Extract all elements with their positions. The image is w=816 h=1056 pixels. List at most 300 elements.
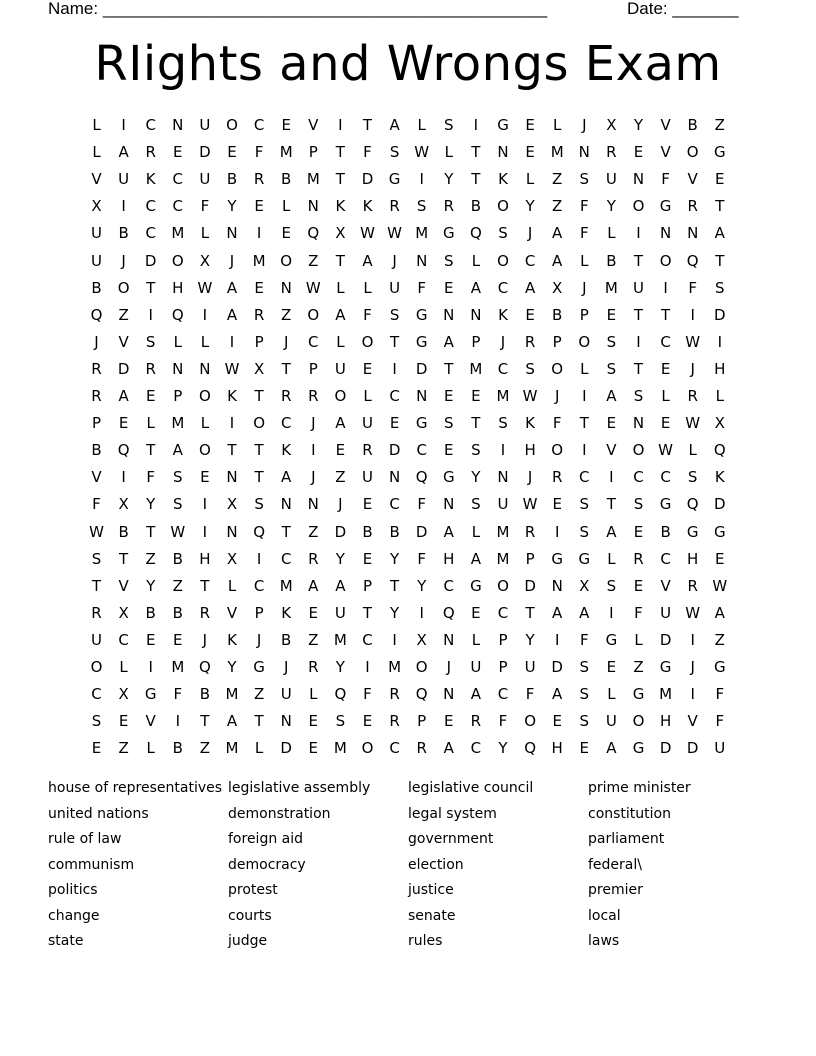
grid-letter: I: [609, 603, 614, 622]
grid-letter: X: [118, 495, 129, 514]
grid-letter: Y: [390, 549, 400, 568]
grid-letter: P: [498, 630, 508, 649]
grid-letter: T: [227, 441, 237, 460]
grid-letter: R: [687, 387, 698, 405]
grid-letter: J: [582, 116, 587, 134]
grid-letter: Z: [308, 522, 319, 541]
grid-letter: G: [144, 685, 157, 704]
grid-letter: S: [579, 658, 590, 676]
grid-letter: Y: [606, 197, 616, 216]
date-label: Date:: [627, 0, 668, 18]
grid-letter: G: [551, 549, 563, 568]
grid-letter: D: [551, 658, 563, 676]
grid-letter: J: [446, 658, 452, 676]
grid-letter: M: [659, 685, 673, 704]
grid-letter: H: [524, 441, 536, 460]
grid-letter: D: [415, 522, 428, 541]
word-list-item: premier: [588, 882, 643, 898]
grid-letter: G: [686, 522, 699, 541]
grid-letter: H: [659, 712, 672, 731]
word-list-item: rules: [408, 933, 443, 949]
grid-letter: Y: [498, 739, 508, 758]
grid-letter: U: [714, 739, 726, 758]
grid-letter: J: [690, 359, 695, 378]
grid-letter: R: [470, 712, 482, 731]
grid-letter: V: [687, 170, 698, 189]
word-list-item: parliament: [588, 831, 665, 847]
grid-letter: N: [172, 359, 184, 378]
grid-letter: S: [173, 495, 183, 514]
grid-letter: Z: [281, 305, 292, 324]
grid-letter: X: [714, 414, 725, 433]
grid-letter: E: [525, 143, 535, 162]
grid-letter: B: [172, 603, 183, 622]
grid-letter: E: [444, 278, 454, 297]
grid-letter: N: [388, 468, 401, 487]
grid-letter: J: [500, 332, 506, 351]
grid-letter: D: [280, 739, 292, 758]
grid-letter: G: [713, 658, 726, 676]
grid-letter: L: [146, 414, 155, 433]
grid-letter: D: [714, 305, 726, 324]
grid-letter: U: [605, 170, 617, 189]
grid-letter: T: [91, 576, 102, 595]
grid-letter: L: [92, 116, 101, 134]
word-list-item: house of representatives: [48, 780, 223, 796]
grid-letter: E: [552, 712, 562, 731]
word-list-column: [48, 776, 228, 955]
grid-letter: K: [145, 170, 156, 189]
grid-letter: X: [226, 495, 238, 514]
grid-letter: E: [606, 658, 617, 676]
grid-letter: N: [280, 495, 292, 514]
grid-letter: P: [471, 332, 481, 351]
grid-letter: T: [715, 197, 725, 216]
word-list-item: united nations: [48, 805, 149, 822]
grid-letter: R: [308, 387, 319, 405]
grid-letter: U: [199, 116, 211, 134]
grid-letter: H: [172, 278, 184, 297]
grid-letter: A: [714, 603, 725, 622]
grid-letter: T: [471, 143, 481, 162]
grid-letter: E: [281, 116, 291, 134]
grid-letter: S: [335, 712, 346, 731]
grid-letter: O: [632, 712, 645, 731]
grid-letter: Q: [713, 441, 726, 460]
grid-letter: T: [661, 305, 671, 324]
grid-letter: B: [145, 603, 156, 622]
grid-letter: S: [525, 359, 535, 378]
grid-letter: X: [118, 603, 129, 622]
grid-letter: S: [606, 332, 617, 351]
grid-letter: V: [118, 576, 129, 595]
grid-letter: Y: [227, 658, 237, 676]
grid-letter: U: [91, 251, 102, 270]
grid-letter: F: [363, 685, 372, 704]
word-list-item: constitution: [588, 805, 671, 822]
grid-letter: F: [173, 685, 183, 704]
grid-letter: S: [606, 576, 617, 595]
grid-letter: W: [305, 278, 321, 297]
grid-letter: E: [227, 143, 237, 162]
grid-letter: G: [713, 143, 726, 162]
grid-letter: N: [416, 387, 428, 405]
grid-letter: A: [606, 387, 617, 405]
grid-letter: I: [338, 116, 343, 134]
grid-letter: L: [200, 332, 210, 351]
grid-letter: C: [91, 685, 102, 704]
grid-letter: M: [415, 224, 429, 243]
grid-letter: G: [415, 332, 428, 351]
grid-letter: E: [362, 549, 373, 568]
grid-letter: O: [361, 739, 374, 758]
word-list-item: election: [408, 856, 464, 873]
grid-letter: I: [690, 630, 695, 649]
grid-letter: U: [334, 359, 346, 378]
grid-letter: T: [335, 251, 345, 270]
grid-letter: O: [497, 251, 509, 270]
word-list-item: legal system: [408, 805, 497, 822]
grid-letter: U: [362, 414, 373, 433]
grid-letter: E: [308, 603, 319, 622]
grid-letter: U: [91, 224, 102, 243]
grid-letter: B: [389, 522, 400, 541]
grid-letter: H: [199, 549, 211, 568]
grid-letter: A: [118, 143, 129, 162]
grid-letter: R: [308, 549, 319, 568]
grid-letter: N: [307, 197, 319, 216]
grid-letter: E: [145, 630, 156, 649]
grid-letter: I: [636, 332, 641, 351]
grid-letter: Z: [172, 576, 183, 595]
grid-letter: R: [524, 332, 536, 351]
grid-letter: O: [551, 441, 564, 460]
grid-letter: B: [660, 522, 671, 541]
grid-letter: T: [362, 603, 373, 622]
grid-letter: W: [360, 224, 375, 243]
grid-letter: K: [362, 197, 373, 216]
grid-letter: Z: [199, 739, 211, 758]
grid-letter: P: [417, 712, 427, 731]
grid-letter: H: [687, 549, 699, 568]
grid-letter: G: [659, 197, 672, 216]
grid-letter: N: [632, 170, 645, 189]
grid-letter: L: [444, 143, 453, 162]
grid-letter: N: [307, 495, 319, 514]
grid-letter: B: [118, 224, 129, 243]
grid-letter: M: [604, 278, 618, 297]
grid-letter: C: [497, 685, 509, 704]
grid-letter: A: [226, 712, 238, 731]
grid-letter: X: [579, 576, 590, 595]
grid-letter: Q: [686, 495, 699, 514]
grid-letter: Q: [90, 305, 103, 324]
grid-letter: I: [121, 116, 126, 134]
grid-letter: L: [227, 576, 237, 595]
grid-letter: R: [91, 603, 102, 622]
grid-letter: N: [659, 224, 672, 243]
grid-letter: I: [202, 305, 208, 324]
grid-letter: Z: [714, 630, 725, 649]
grid-letter: U: [605, 712, 617, 731]
grid-letter: T: [362, 116, 373, 134]
grid-letter: F: [688, 278, 697, 297]
grid-letter: W: [170, 522, 186, 541]
grid-letter: R: [91, 359, 102, 378]
grid-letter: N: [199, 359, 211, 378]
grid-letter: S: [471, 495, 481, 514]
grid-letter: I: [663, 278, 668, 297]
grid-letter: M: [171, 224, 185, 243]
grid-letter: O: [578, 332, 591, 351]
grid-letter: Z: [552, 170, 563, 189]
grid-letter: O: [334, 387, 347, 405]
grid-letter: L: [661, 387, 670, 405]
grid-letter: F: [579, 630, 589, 649]
grid-letter: A: [443, 522, 454, 541]
grid-letter: F: [92, 495, 101, 514]
grid-letter: A: [552, 603, 563, 622]
grid-letter: N: [226, 224, 238, 243]
grid-letter: J: [202, 630, 208, 649]
grid-letter: Z: [308, 630, 319, 649]
word-list-column: [228, 776, 408, 955]
grid-letter: Y: [471, 468, 481, 487]
grid-letter: Q: [307, 224, 320, 243]
grid-letter: S: [444, 116, 454, 134]
word-list-item: state: [48, 933, 84, 949]
grid-letter: B: [172, 549, 183, 568]
grid-letter: U: [660, 603, 672, 622]
grid-letter: C: [497, 603, 509, 622]
grid-letter: G: [632, 739, 645, 758]
grid-letter: N: [226, 522, 238, 541]
grid-letter: Z: [633, 658, 644, 676]
grid-letter: C: [470, 739, 482, 758]
grid-letter: T: [146, 278, 156, 297]
grid-letter: O: [659, 251, 672, 270]
grid-letter: Q: [524, 739, 536, 758]
grid-letter: O: [198, 441, 211, 460]
word-list-item: judge: [228, 933, 268, 949]
grid-letter: F: [417, 495, 426, 514]
grid-letter: W: [685, 414, 701, 433]
grid-letter: C: [389, 495, 400, 514]
word-list-item: prime minister: [588, 780, 691, 796]
grid-letter: M: [171, 658, 185, 676]
grid-letter: E: [660, 414, 671, 433]
grid-letter: Y: [335, 549, 345, 568]
grid-letter: T: [525, 603, 535, 622]
grid-letter: R: [389, 712, 400, 731]
grid-letter: L: [634, 630, 643, 649]
grid-letter: D: [361, 170, 374, 189]
grid-letter: E: [633, 576, 644, 595]
grid-letter: T: [254, 441, 264, 460]
grid-letter: C: [389, 739, 400, 758]
grid-letter: E: [335, 441, 346, 460]
grid-letter: V: [91, 468, 102, 487]
grid-letter: V: [660, 143, 671, 162]
grid-letter: E: [444, 387, 454, 405]
grid-letter: R: [687, 197, 698, 216]
grid-letter: O: [226, 116, 238, 134]
grid-letter: R: [633, 549, 644, 568]
grid-letter: R: [253, 305, 265, 324]
grid-letter: K: [498, 170, 508, 189]
grid-letter: E: [525, 305, 535, 324]
grid-letter: N: [443, 630, 455, 649]
grid-letter: T: [281, 522, 291, 541]
grid-letter: I: [690, 685, 695, 704]
grid-letter: A: [172, 441, 183, 460]
grid-letter: A: [470, 549, 482, 568]
grid-letter: S: [471, 441, 481, 460]
grid-letter: L: [471, 251, 481, 270]
grid-letter: L: [309, 685, 318, 704]
grid-letter: I: [202, 522, 208, 541]
grid-letter: Y: [335, 658, 345, 676]
grid-letter: G: [442, 468, 455, 487]
grid-letter: U: [633, 278, 644, 297]
grid-letter: T: [633, 359, 644, 378]
grid-letter: T: [146, 522, 156, 541]
grid-letter: W: [522, 387, 538, 405]
word-list-item: courts: [228, 907, 272, 924]
grid-letter: A: [389, 116, 400, 134]
word-list: [48, 776, 768, 956]
grid-letter: C: [145, 224, 156, 243]
grid-letter: X: [226, 549, 238, 568]
grid-letter: Y: [146, 576, 156, 595]
grid-letter: N: [687, 224, 699, 243]
grid-letter: S: [389, 305, 400, 324]
grid-letter: B: [199, 685, 211, 704]
grid-letter: Y: [390, 603, 400, 622]
grid-letter: G: [605, 630, 618, 649]
grid-letter: Z: [118, 305, 129, 324]
word-list-item: local: [588, 907, 621, 924]
grid-letter: L: [363, 278, 372, 297]
name-line: _______________________________________________: [102, 0, 548, 18]
grid-letter: D: [199, 143, 211, 162]
grid-letter: P: [173, 387, 183, 405]
grid-letter: E: [444, 712, 454, 731]
grid-letter: E: [362, 359, 373, 378]
grid-letter: I: [175, 712, 181, 731]
grid-letter: R: [280, 387, 292, 405]
grid-letter: W: [685, 603, 701, 622]
grid-letter: X: [416, 630, 427, 649]
grid-letter: E: [606, 414, 617, 433]
grid-letter: J: [338, 495, 343, 514]
word-list-item: legislative council: [408, 780, 534, 796]
grid-letter: L: [525, 170, 535, 189]
grid-letter: E: [552, 495, 562, 514]
grid-letter: U: [280, 685, 292, 704]
grid-letter: J: [690, 658, 695, 676]
grid-letter: B: [118, 522, 129, 541]
grid-letter: S: [254, 495, 264, 514]
grid-letter: S: [173, 468, 183, 487]
grid-letter: K: [281, 441, 292, 460]
grid-letter: B: [470, 197, 482, 216]
grid-letter: N: [443, 305, 455, 324]
grid-letter: R: [416, 739, 427, 758]
grid-letter: G: [415, 414, 428, 433]
grid-letter: N: [280, 278, 292, 297]
grid-letter: J: [392, 251, 397, 270]
word-list-item: politics: [48, 882, 98, 898]
grid-letter: O: [90, 658, 103, 676]
grid-letter: T: [633, 251, 644, 270]
grid-letter: I: [636, 224, 641, 243]
grid-letter: M: [333, 739, 347, 758]
grid-letter: E: [715, 170, 725, 189]
grid-letter: O: [524, 712, 536, 731]
grid-letter: V: [687, 712, 698, 731]
grid-letter: U: [334, 603, 346, 622]
word-list-item: change: [48, 907, 100, 924]
grid-letter: S: [606, 359, 617, 378]
grid-letter: E: [362, 495, 373, 514]
grid-letter: F: [525, 685, 535, 704]
grid-letter: A: [552, 251, 563, 270]
grid-letter: E: [579, 739, 590, 758]
grid-letter: D: [144, 251, 157, 270]
grid-letter: A: [443, 739, 454, 758]
grid-letter: C: [145, 197, 156, 216]
word-list-item: protest: [228, 882, 278, 898]
grid-letter: I: [582, 441, 587, 460]
grid-letter: P: [552, 332, 562, 351]
grid-letter: R: [145, 143, 156, 162]
grid-letter: L: [607, 224, 616, 243]
grid-letter: K: [525, 414, 536, 433]
grid-letter: P: [579, 305, 589, 324]
grid-letter: J: [229, 251, 235, 270]
grid-letter: O: [632, 197, 645, 216]
grid-letter: A: [226, 305, 238, 324]
word-list-item: legislative assembly: [228, 780, 371, 796]
grid-letter: I: [202, 495, 208, 514]
grid-letter: U: [470, 658, 482, 676]
grid-letter: R: [199, 603, 211, 622]
grid-letter: O: [253, 414, 265, 433]
grid-letter: K: [714, 468, 725, 487]
grid-letter: Y: [525, 630, 535, 649]
grid-letter: M: [469, 359, 483, 378]
grid-letter: I: [554, 630, 560, 649]
grid-letter: I: [121, 468, 126, 487]
grid-letter: S: [389, 143, 400, 162]
grid-letter: B: [552, 305, 563, 324]
grid-letter: E: [308, 739, 319, 758]
word-list-column: [408, 776, 588, 955]
grid-letter: Q: [415, 468, 428, 487]
grid-letter: R: [389, 197, 400, 216]
grid-letter: N: [470, 305, 482, 324]
grid-letter: L: [173, 332, 182, 351]
grid-letter: A: [524, 278, 536, 297]
grid-letter: S: [633, 387, 644, 405]
grid-letter: U: [497, 495, 509, 514]
grid-letter: C: [633, 468, 644, 487]
grid-letter: S: [498, 414, 508, 433]
grid-letter: B: [91, 441, 102, 460]
grid-letter: Y: [146, 495, 156, 514]
grid-letter: W: [414, 143, 430, 162]
